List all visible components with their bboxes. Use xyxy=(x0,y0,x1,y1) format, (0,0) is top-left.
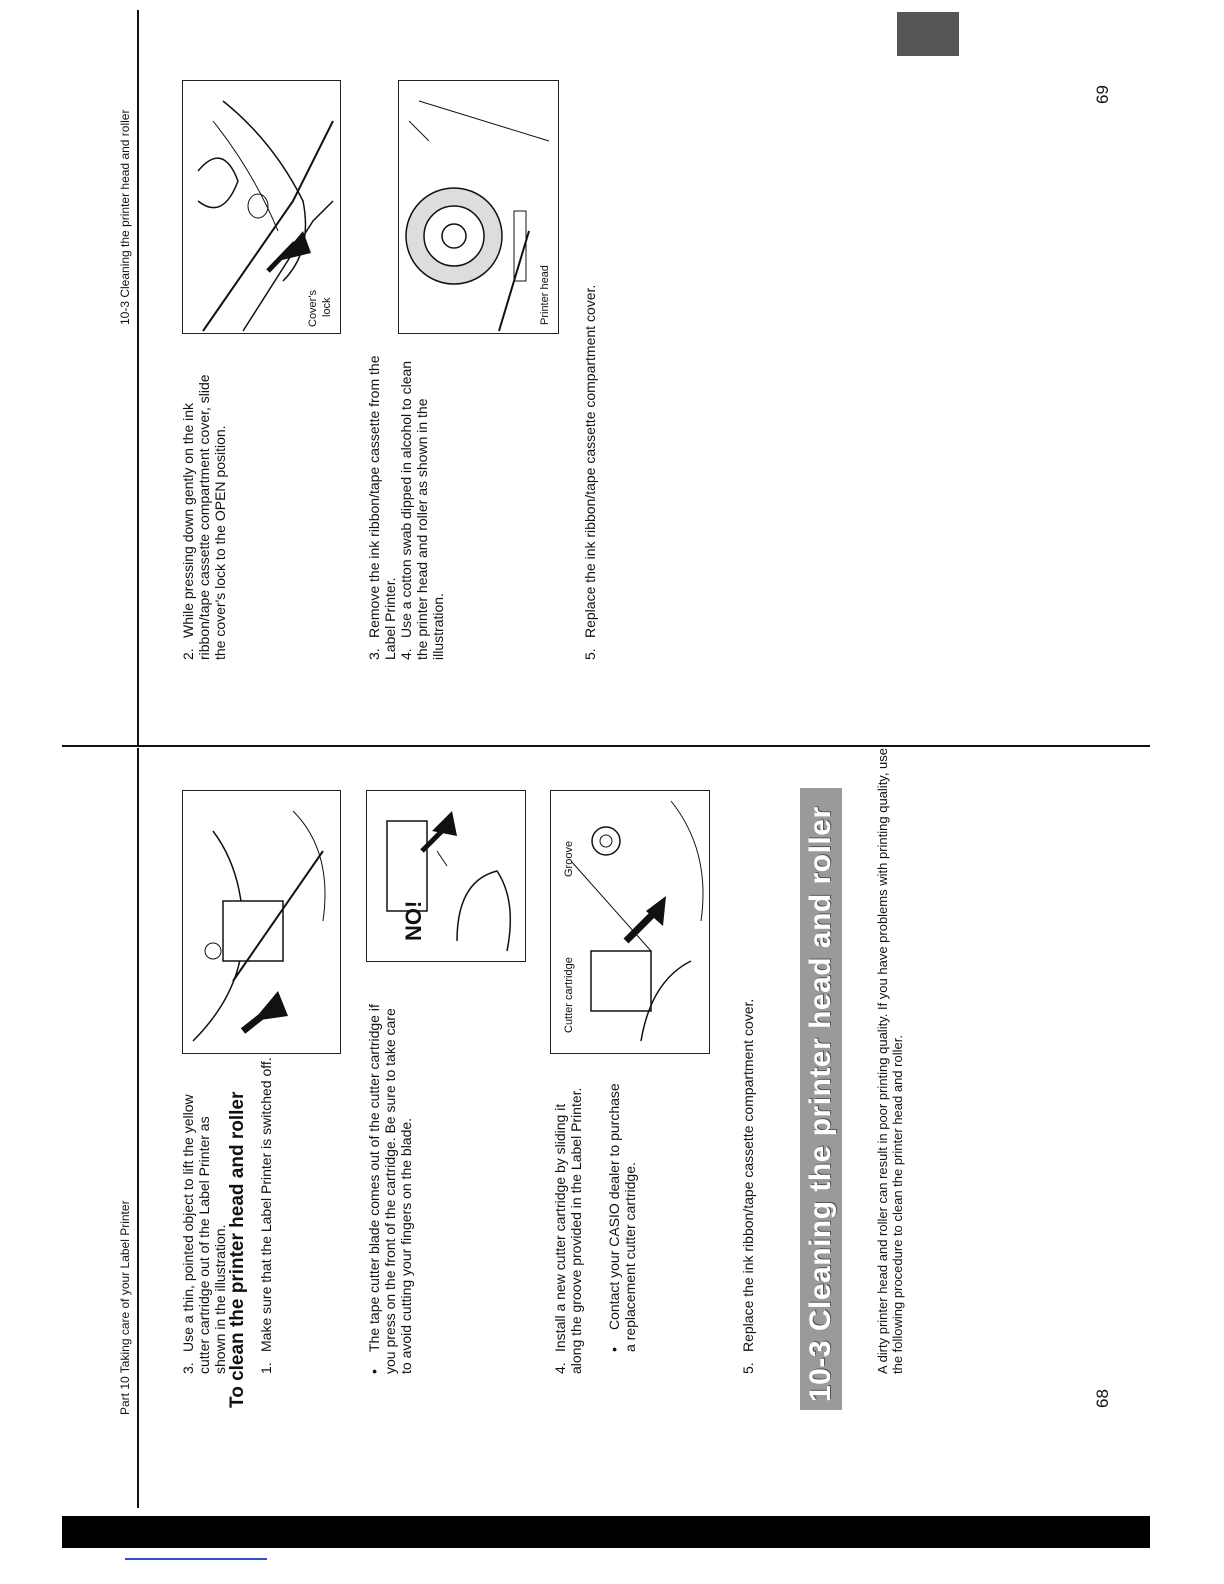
subhead: To clean the printer head and roller xyxy=(227,1091,248,1408)
intro-paragraph xyxy=(875,744,905,1374)
step-text: Make sure that the Label Printer is switched off. xyxy=(258,1057,274,1352)
page-divider-line xyxy=(62,745,1150,747)
figure-cutter-groove xyxy=(550,790,710,1054)
label-groove: Groove xyxy=(563,840,575,877)
bullet-casio xyxy=(606,1072,638,1352)
step-3-left xyxy=(180,1074,228,1374)
step-2 xyxy=(180,360,228,660)
step-text: Use a cotton swab dipped in alcohol to clean the printer head and roller as shown in the illustration. xyxy=(398,360,446,660)
corner-gray-tab xyxy=(897,12,959,56)
step-number: 1. xyxy=(258,1362,274,1374)
label-covers: Cover's xyxy=(307,290,319,327)
step-text: While pressing down gently on the ink ribbon/tape cassette compartment cover, slide the cover's lock to the OPEN position. xyxy=(180,374,228,660)
intro-text: A dirty printer head and roller can result in poor printing quality. If you have problems with printing quality, use the following procedure to clean the printer head and roller. xyxy=(875,747,905,1374)
running-head-right: 10-3 Cleaning the printer head and roller xyxy=(118,109,132,325)
step-text: Use a thin, pointed object to lift the yellow cutter cartridge out of the Label Printer as shown in the illustration. xyxy=(180,1094,228,1374)
step-number: 5. xyxy=(740,1362,756,1374)
no-label: NO! xyxy=(401,900,426,941)
step-text: Replace the ink ribbon/tape cassette compartment cover. xyxy=(582,284,598,638)
label-cutter-cartridge: Cutter cartridge xyxy=(563,957,575,1033)
step-number: 2. xyxy=(180,648,196,660)
figure-covers-lock xyxy=(182,80,341,334)
no-warning-illustration xyxy=(367,791,525,961)
step-number: 4. xyxy=(398,648,414,660)
page-number-68: 68 xyxy=(1093,1389,1112,1408)
bullet-blade xyxy=(366,1004,414,1374)
step-4-left xyxy=(552,1074,584,1374)
step-text: Contact your CASIO dealer to purchase a replacement cutter cartridge. xyxy=(606,1083,638,1352)
bottom-black-band xyxy=(62,1516,1150,1548)
bullet: • xyxy=(606,1347,622,1352)
step-5 xyxy=(582,230,598,660)
step-5-left xyxy=(740,944,756,1374)
bullet: • xyxy=(366,1369,382,1374)
left-page-edge-line xyxy=(137,10,139,746)
step-text: Replace the ink ribbon/tape cassette compartment cover. xyxy=(740,998,756,1352)
figure-no-warning xyxy=(366,790,526,962)
step-text: Remove the ink ribbon/tape cassette from the Label Printer. xyxy=(366,355,398,660)
label-printer-head: Printer head xyxy=(539,265,551,325)
step-text: The tape cutter blade comes out of the cutter cartridge if you press on the front of the cartridge. Be sure to take care to avoid cutting your fingers on the blade. xyxy=(366,1004,414,1374)
page-number-69: 69 xyxy=(1093,85,1112,104)
step-1 xyxy=(258,1014,274,1374)
blue-underline xyxy=(125,1558,267,1560)
step-number: 5. xyxy=(582,648,598,660)
step-3 xyxy=(366,340,398,660)
left-page-edge-line-lower xyxy=(137,748,139,1508)
step-number: 3. xyxy=(366,648,382,660)
printer-head-illustration xyxy=(399,81,558,333)
label-lock: lock xyxy=(321,297,333,317)
step-number: 3. xyxy=(180,1362,196,1374)
section-banner: 10-3 Cleaning the printer head and roller xyxy=(800,788,842,1410)
running-head-left: Part 10 Taking care of your Label Printer xyxy=(118,1200,132,1415)
figure-printer-head xyxy=(398,80,559,334)
step-number: 4. xyxy=(552,1362,568,1374)
step-text: Install a new cutter cartridge by sliding it along the groove provided in the Label Printer. xyxy=(552,1087,584,1374)
step-4 xyxy=(398,360,446,660)
